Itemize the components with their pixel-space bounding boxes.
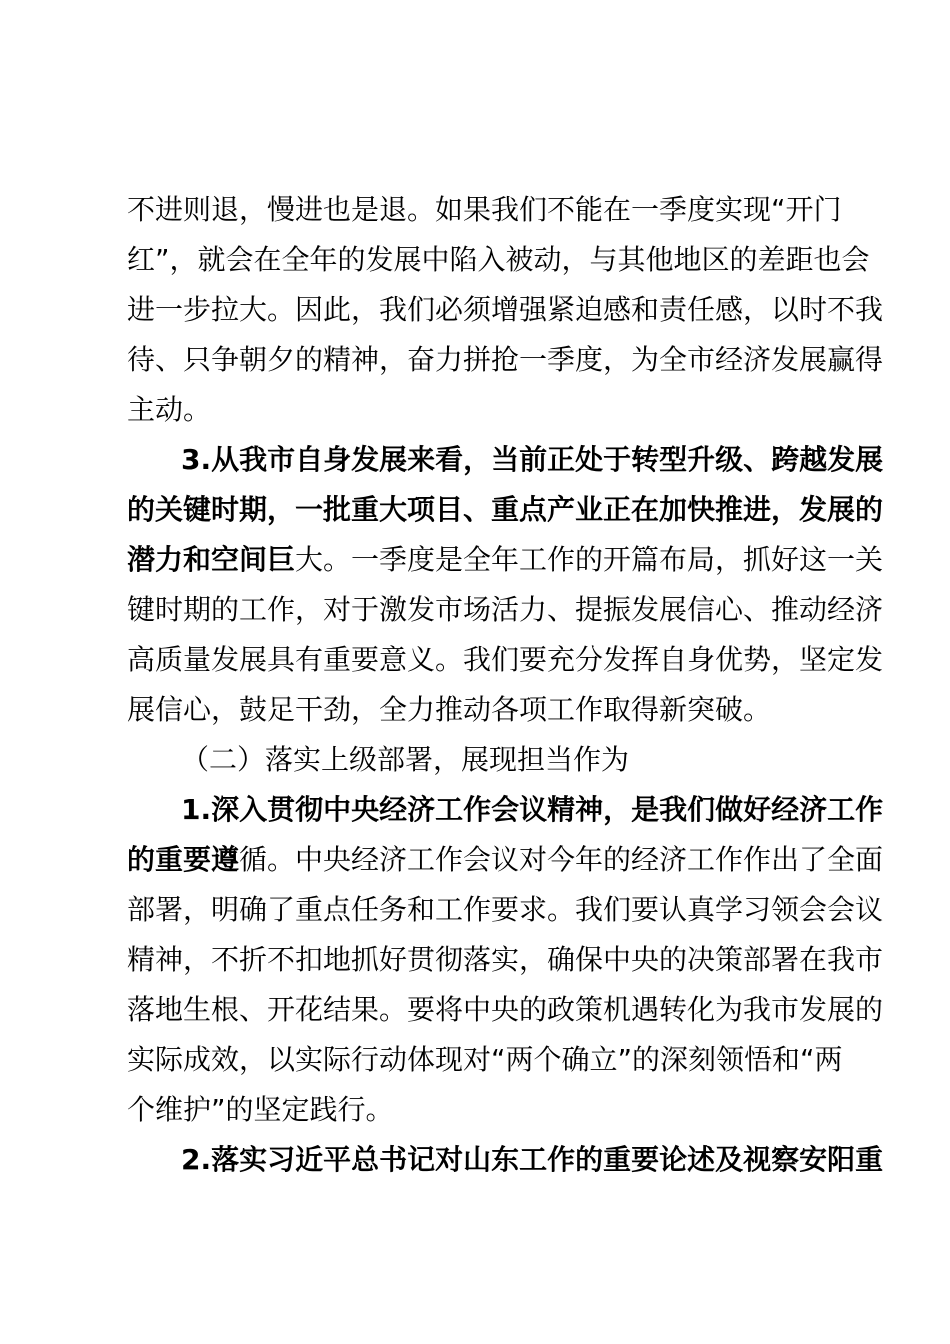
text-line: [127, 1035, 950, 1085]
text-run: 部署，明确了重点任务和工作要求。我们要认真学习领会会议: [127, 893, 884, 926]
bold-run: 的关键时期，一批重大项目、重点产业正在加快推进，发展的: [127, 493, 884, 526]
text-line: [127, 635, 950, 685]
text-line: [127, 585, 950, 635]
heading-line: [181, 435, 950, 485]
text-line: [127, 385, 950, 435]
text-run: （二）落实上级部署，展现担当作为: [181, 743, 630, 776]
text-line: [127, 1085, 950, 1135]
text-run: 进一步拉大。因此，我们必须增强紧迫感和责任感，以时不我: [127, 293, 884, 326]
text-run: 精神，不折不扣地抓好贯彻落实，确保中央的决策部署在我市: [127, 943, 884, 976]
text-line: [127, 985, 950, 1035]
text-line: [127, 885, 950, 935]
section-heading: [181, 735, 950, 785]
text-run: 展信心，鼓足干劲，全力推动各项工作取得新突破。: [127, 693, 772, 726]
text-run: 键时期的工作，对于激发市场活力、提振发展信心、推动经济: [127, 593, 884, 626]
text-line: [127, 935, 950, 985]
text-line: [127, 685, 950, 735]
text-run: 待、只争朝夕的精神，奋力拼抢一季度，为全市经济发展赢得: [127, 343, 884, 376]
bold-run: 3.从我市自身发展来看，当前正处于转型升级、跨越发展: [181, 443, 884, 476]
text-line: [127, 235, 950, 285]
bold-run: 1.深入贯彻中央经济工作会议精神，是我们做好经济工作: [181, 793, 884, 826]
text-line: [127, 335, 950, 385]
text-run: 个维护”的坚定践行。: [127, 1093, 394, 1126]
text-run: 实际成效，以实际行动体现对“两个确立”的深刻领悟和“两: [127, 1043, 843, 1076]
bold-run: 潜力和空间巨: [127, 543, 296, 576]
heading-line: [181, 785, 950, 835]
text-run: 主动。: [127, 393, 212, 426]
text-run: 大。一季度是全年工作的开篇布局，抓好这一关: [295, 543, 884, 576]
bold-run: 的重要遵: [127, 843, 240, 876]
mixed-line: [127, 835, 950, 885]
text-run: 落地生根、开花结果。要将中央的政策机遇转化为我市发展的: [127, 993, 884, 1026]
text-run: 高质量发展具有重要意义。我们要充分发挥自身优势，坚定发: [127, 643, 884, 676]
heading-line: [127, 485, 950, 535]
mixed-line: [127, 535, 950, 585]
bold-run: 2.落实习近平总书记对山东工作的重要论述及视察安阳重: [181, 1143, 884, 1176]
text-line: [127, 185, 950, 235]
heading-line: [181, 1135, 950, 1185]
text-run: 红”，就会在全年的发展中陷入被动，与其他地区的差距也会: [127, 243, 870, 276]
text-line: [127, 285, 950, 335]
text-run: 不进则退，慢进也是退。如果我们不能在一季度实现“开门: [127, 193, 842, 226]
text-run: 循。中央经济工作会议对今年的经济工作作出了全面: [239, 843, 884, 876]
